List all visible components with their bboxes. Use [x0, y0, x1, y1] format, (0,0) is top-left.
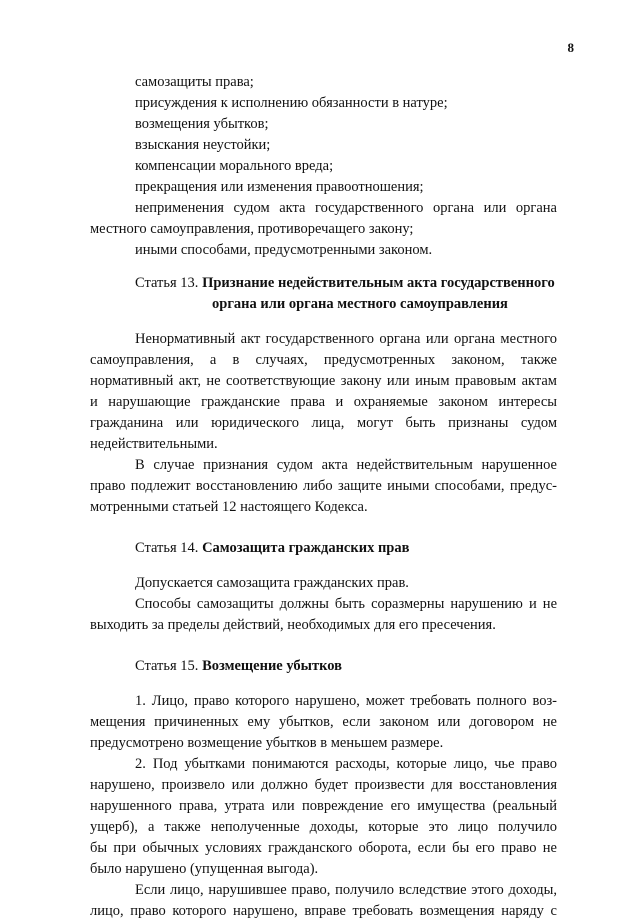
paragraph-line: гражданина или юридического лица, могут быть признаны судом [90, 415, 557, 431]
paragraph-line: В случае признания судом акта недействительным нарушенное [135, 457, 557, 473]
paragraph-line: бы при обычных условиях гражданского оборота, если бы его право не [90, 840, 557, 856]
list-item-continued: местного самоуправления, противоречащего закону; [90, 221, 414, 237]
paragraph-line: нарушено, произвело или должно будет произвести для восстановления [90, 777, 557, 793]
article-14-heading [90, 538, 557, 559]
paragraph-line: 1. Лицо, право которого нарушено, может требовать полного воз- [135, 693, 557, 709]
paragraph-line: недействительными. [90, 436, 218, 452]
article-13-heading [90, 273, 557, 294]
list-item: прекращения или изменения правоотношения; [135, 179, 424, 195]
paragraph-line: было нарушено (упущенная выгода). [90, 861, 319, 877]
paragraph-line: нормативный акт, не соответствующие закону или иным правовым актам [90, 373, 557, 389]
list-item: взыскания неустойки; [135, 137, 271, 153]
list-item: неприменения судом акта государственного органа или органа [135, 200, 557, 216]
paragraph-line: мотренными статьей 12 настоящего Кодекса. [90, 499, 368, 515]
article-13-title-line1: Признание недействительным акта государственного [202, 275, 555, 291]
article-13-prefix: Статья 13. [135, 275, 203, 291]
list-item: присуждения к исполнению обязанности в натуре; [135, 95, 448, 111]
paragraph-line: и нарушающие гражданские права и охраняемые законом интересы [90, 394, 557, 410]
paragraph-line: нарушенного права, утрата или повреждение его имущества (реальный [90, 798, 557, 814]
list-item: компенсации морального вреда; [135, 158, 334, 174]
paragraph-line: Допускается самозащита гражданских прав. [135, 575, 409, 591]
article-13-title-line2: органа или органа местного самоуправления [212, 296, 508, 312]
article-14-prefix: Статья 14. [135, 540, 203, 556]
paragraph-line: ущерб), а также неполученные доходы, которые это лицо получило [90, 819, 557, 835]
paragraph-line: лицо, право которого нарушено, вправе требовать возмещения наряду с [90, 903, 557, 919]
paragraph-line: предусмотрено возмещение убытков в меньшем размере. [90, 735, 444, 751]
paragraph-line: 2. Под убытками понимаются расходы, которые лицо, чье право [135, 756, 557, 772]
paragraph-line: мещения причиненных ему убытков, если законом или договором не [90, 714, 557, 730]
paragraph-line: самоуправления, а в случаях, предусмотренных законом, также [90, 352, 557, 368]
page-number: 8 [567, 40, 574, 55]
paragraph-line: право подлежит восстановлению либо защите иными способами, предус- [90, 478, 557, 494]
article-15-heading [90, 656, 557, 677]
paragraph-line: выходить за пределы действий, необходимых для его пресечения. [90, 617, 496, 633]
document-body [90, 72, 557, 922]
paragraph-line: Способы самозащиты должны быть соразмерны нарушению и не [135, 596, 557, 612]
article-15-title: Возмещение убытков [202, 658, 343, 674]
paragraph-line: Ненормативный акт государственного органа или органа местного [135, 331, 557, 347]
article-14-title: Самозащита гражданских прав [202, 540, 410, 556]
list-item: иными способами, предусмотренными законом. [135, 242, 433, 258]
paragraph-line: Если лицо, нарушившее право, получило вследствие этого доходы, [135, 882, 557, 898]
article-15-prefix: Статья 15. [135, 658, 203, 674]
list-item: возмещения убытков; [135, 116, 269, 132]
list-item: самозащиты права; [135, 74, 254, 90]
